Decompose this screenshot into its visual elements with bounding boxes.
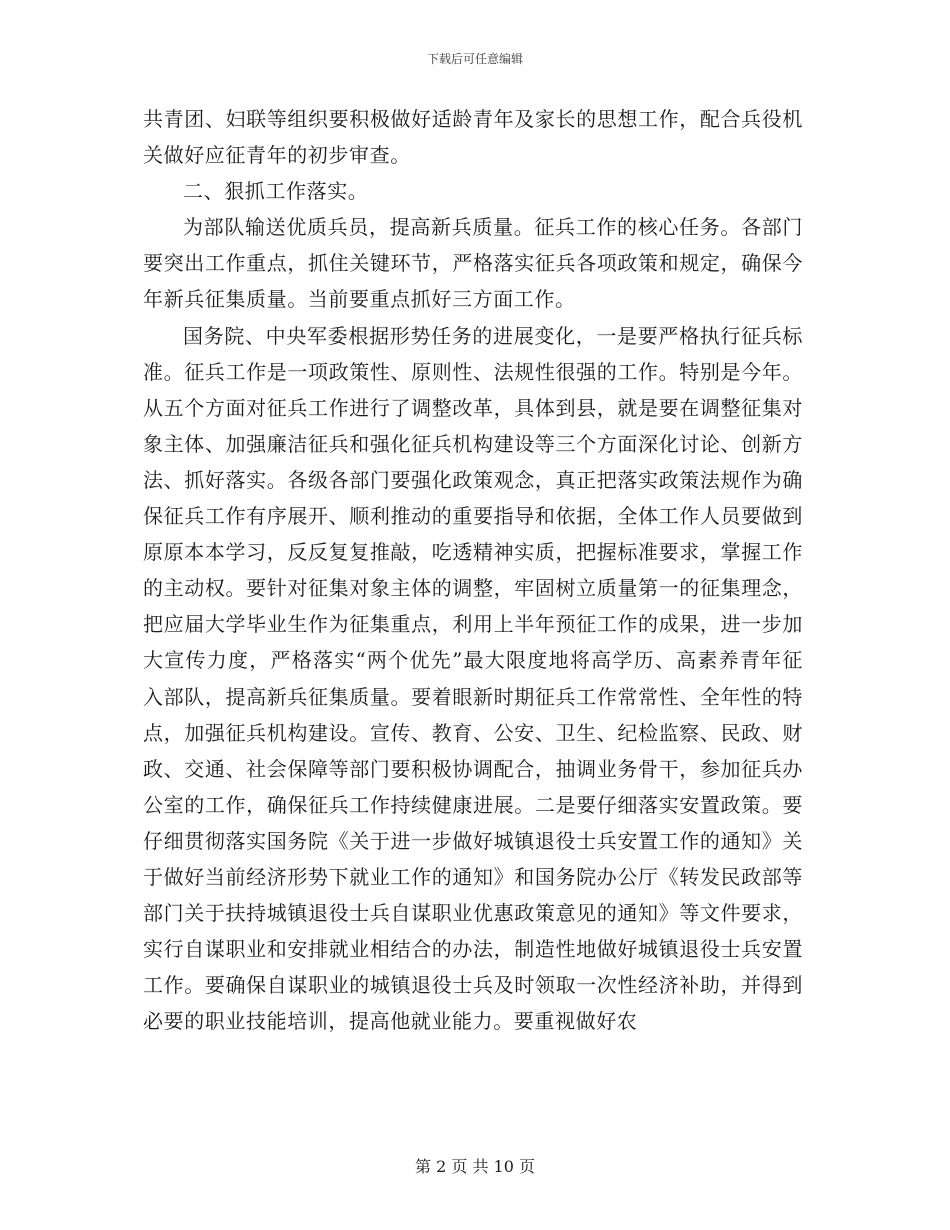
paragraph-1: 共青团、妇联等组织要积极做好适龄青年及家长的思想工作，配合兵役机关做好应征青年的初步审查。 bbox=[143, 107, 803, 168]
paragraph-4: 国务院、中央军委根据形势任务的进展变化，一是要严格执行征兵标准。征兵工作是一项政策性、原则性、法规性很强的工作。特别是今年。从五个方面对征兵工作进行了调整改革，具体到县，就是要在调整征集对象主体、加强廉洁征兵和强化征兵机构建设等三个方面深化讨论、创新方法、抓好落实。各级各部门要强化政策观念，真正把落实政策法规作为确保征兵工作有序展开、顺利推动的重要指导和依据，全体工作人员要做到原原本本学习，反反复复推敲，吃透精神实质，把握标准要求，掌握工作的主动权。要针对征集对象主体的调整，牢固树立质量第一的征集理念，把应届大学毕业生作为征集重点，利用上半年预征工作的成果，进一步加大宣传力度，严格落实“两个优先”最大限度地将高学历、高素养青年征入部队，提高新兵征集质量。要着眼新时期征兵工作常常性、全年性的特点，加强征兵机构建设。宣传、教育、公安、卫生、纪检监察、民政、财政、交通、社会保障等部门要积极协调配合，抽调业务骨干，参加征兵办公室的工作，确保征兵工作持续健康进展。二是要仔细落实安置政策。要仔细贯彻落实国务院《关于进一步做好城镇退役士兵安置工作的通知》关于做好当前经济形势下就业工作的通知》和国务院办公厅《转发民政部等部门关于扶持城镇退役士兵自谋职业优惠政策意见的通知》等文件要求，实行自谋职业和安排就业相结合的办法，制造性地做好城镇退役士兵安置工作。要确保自谋职业的城镇退役士兵及时领取一次性经济补助，并得到必要的职业技能培训，提高他就业能力。要重视做好农 bbox=[143, 323, 803, 1034]
page-footer: 第 2 页 共 10 页 bbox=[415, 1157, 535, 1176]
page-header: 下载后可任意编辑 bbox=[426, 52, 523, 66]
document-body bbox=[143, 101, 803, 1039]
paragraph-2-heading: 二、狠抓工作落实。 bbox=[183, 179, 369, 204]
paragraph-3: 为部队输送优质兵员，提高新兵质量。征兵工作的核心任务。各部门要突出工作重点，抓住关键环节，严格落实征兵各项政策和规定，确保今年新兵征集质量。当前要重点抓好三方面工作。 bbox=[143, 215, 803, 312]
